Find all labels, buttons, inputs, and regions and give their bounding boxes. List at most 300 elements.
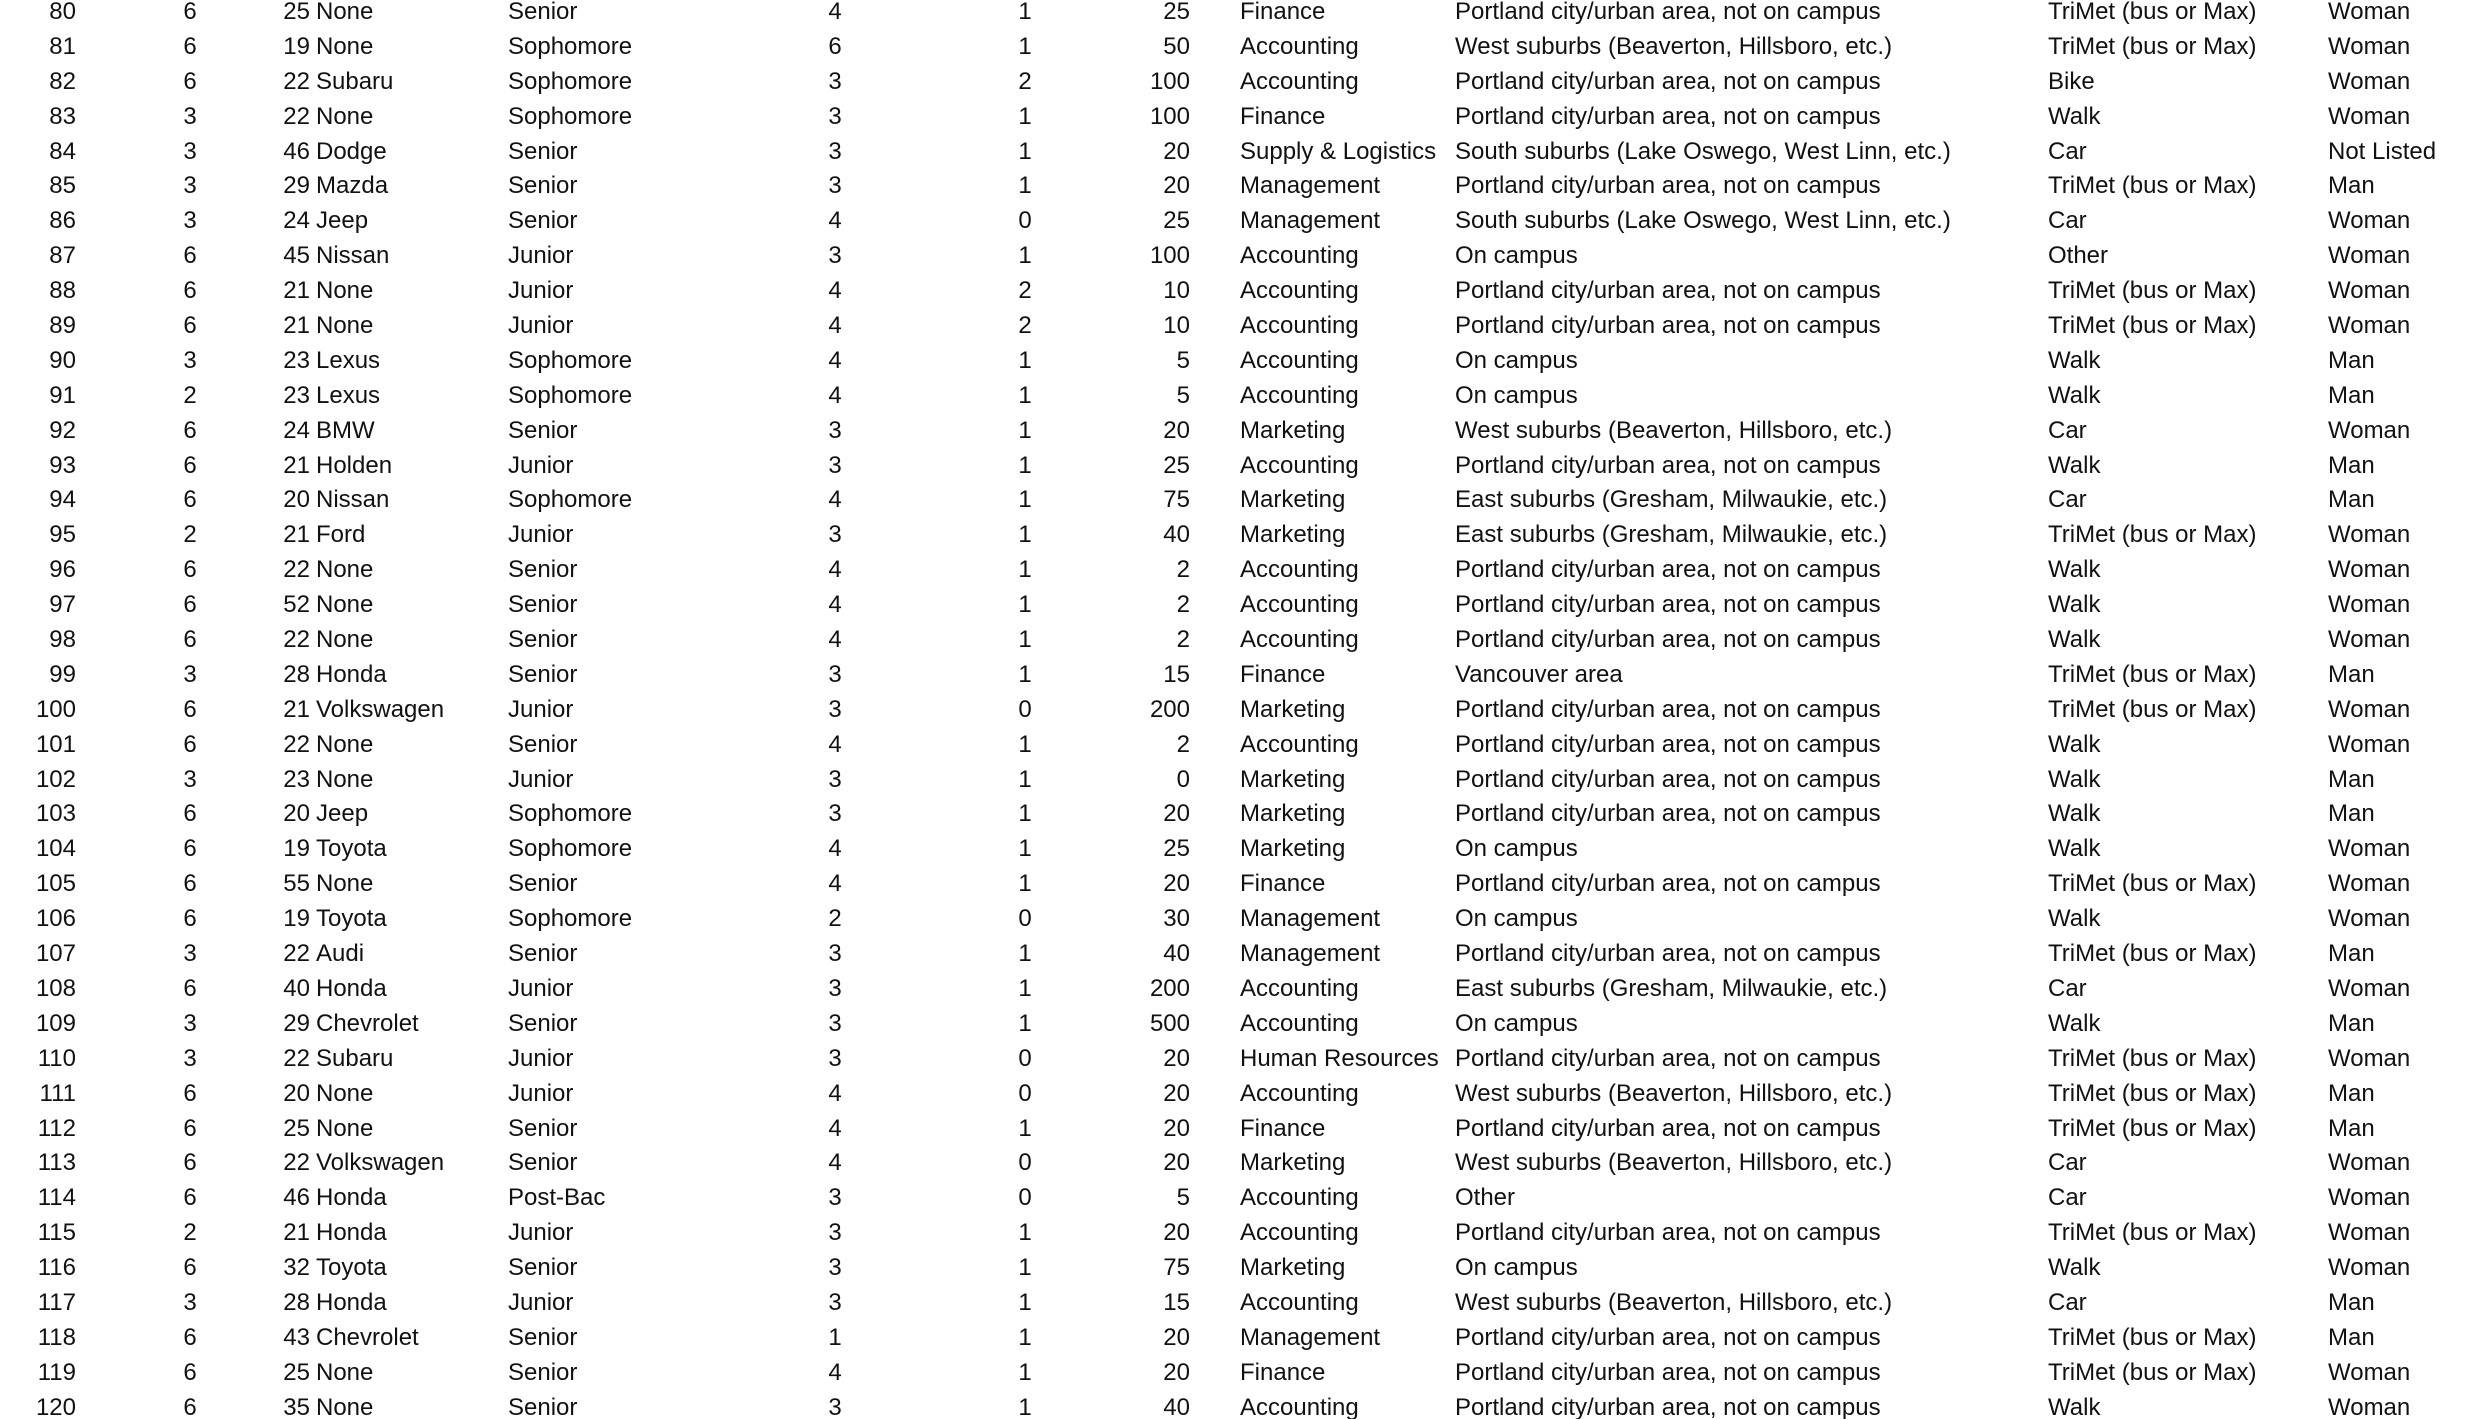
cell-gender[interactable]: Woman [2328,1393,2411,1419]
cell-amount[interactable]: 100 [1149,242,1190,270]
cell-col-b[interactable]: 6 [183,626,197,654]
cell-amount[interactable]: 20 [1163,800,1190,828]
cell-year[interactable]: Senior [508,1323,578,1351]
cell-location[interactable]: Portland city/urban area, not on campus [1455,940,1881,968]
cell-col-g[interactable]: 1 [1018,1254,1032,1282]
cell-year[interactable]: Sophomore [508,381,633,409]
cell-age[interactable]: 35 [283,1393,310,1419]
cell-major[interactable]: Accounting [1240,1288,1359,1316]
cell-gender[interactable]: Woman [2328,207,2411,235]
cell-col-b[interactable]: 2 [183,381,197,409]
cell-col-b[interactable]: 3 [183,172,197,200]
cell-age[interactable]: 22 [283,67,310,95]
cell-age[interactable]: 25 [283,1114,310,1142]
cell-id[interactable]: 96 [49,556,76,584]
cell-car[interactable]: Jeep [316,207,369,235]
cell-location[interactable]: Portland city/urban area, not on campus [1455,172,1881,200]
cell-col-f[interactable]: 3 [828,172,842,200]
cell-col-f[interactable]: 3 [828,940,842,968]
cell-location[interactable]: West suburbs (Beaverton, Hillsboro, etc.) [1455,1288,1893,1316]
cell-col-g[interactable]: 0 [1018,905,1032,933]
cell-col-f[interactable]: 4 [828,207,842,235]
cell-year[interactable]: Sophomore [508,486,633,514]
cell-gender[interactable]: Woman [2328,626,2411,654]
cell-col-b[interactable]: 6 [183,32,197,60]
cell-gender[interactable]: Woman [2328,67,2411,95]
cell-year[interactable]: Junior [508,765,574,793]
cell-location[interactable]: On campus [1455,381,1578,409]
cell-location[interactable]: Portland city/urban area, not on campus [1455,870,1881,898]
cell-car[interactable]: Nissan [316,242,390,270]
cell-transport[interactable]: Car [2048,486,2087,514]
cell-age[interactable]: 20 [283,1079,310,1107]
cell-col-b[interactable]: 6 [183,974,197,1002]
cell-col-g[interactable]: 1 [1018,381,1032,409]
cell-id[interactable]: 86 [49,207,76,235]
cell-location[interactable]: Portland city/urban area, not on campus [1455,626,1881,654]
cell-col-g[interactable]: 1 [1018,1393,1032,1419]
cell-age[interactable]: 23 [283,765,310,793]
cell-id[interactable]: 108 [35,974,76,1002]
cell-car[interactable]: Honda [316,660,387,688]
cell-location[interactable]: Portland city/urban area, not on campus [1455,695,1881,723]
cell-col-b[interactable]: 6 [183,695,197,723]
cell-major[interactable]: Marketing [1240,800,1346,828]
cell-col-b[interactable]: 6 [183,242,197,270]
cell-car[interactable]: None [316,32,374,60]
cell-col-f[interactable]: 3 [828,695,842,723]
cell-gender[interactable]: Man [2328,765,2375,793]
cell-gender[interactable]: Man [2328,1114,2375,1142]
cell-amount[interactable]: 25 [1163,0,1190,25]
cell-transport[interactable]: Bike [2048,67,2095,95]
cell-amount[interactable]: 40 [1163,521,1190,549]
cell-amount[interactable]: 30 [1163,905,1190,933]
cell-gender[interactable]: Woman [2328,1149,2411,1177]
cell-gender[interactable]: Man [2328,1079,2375,1107]
cell-car[interactable]: Dodge [316,137,387,165]
cell-age[interactable]: 23 [283,346,310,374]
cell-col-g[interactable]: 0 [1018,1184,1032,1212]
cell-amount[interactable]: 15 [1163,660,1190,688]
cell-col-g[interactable]: 1 [1018,1219,1032,1247]
cell-col-f[interactable]: 6 [828,32,842,60]
cell-major[interactable]: Human Resources [1240,1044,1439,1072]
cell-transport[interactable]: Walk [2048,556,2101,584]
cell-age[interactable]: 21 [283,521,310,549]
cell-transport[interactable]: Walk [2048,381,2101,409]
cell-car[interactable]: None [316,277,374,305]
cell-transport[interactable]: Walk [2048,102,2101,130]
cell-amount[interactable]: 20 [1163,172,1190,200]
cell-car[interactable]: Mazda [316,172,389,200]
cell-location[interactable]: West suburbs (Beaverton, Hillsboro, etc.) [1455,1079,1893,1107]
cell-amount[interactable]: 200 [1149,974,1190,1002]
cell-major[interactable]: Finance [1240,0,1326,25]
cell-amount[interactable]: 15 [1163,1288,1190,1316]
cell-car[interactable]: None [316,626,374,654]
cell-age[interactable]: 22 [283,626,310,654]
cell-age[interactable]: 24 [283,416,310,444]
cell-col-g[interactable]: 1 [1018,870,1032,898]
cell-amount[interactable]: 0 [1176,765,1190,793]
cell-col-f[interactable]: 4 [828,0,842,25]
cell-id[interactable]: 101 [35,730,76,758]
cell-gender[interactable]: Man [2328,486,2375,514]
cell-car[interactable]: Toyota [316,835,387,863]
cell-year[interactable]: Junior [508,521,574,549]
cell-major[interactable]: Marketing [1240,695,1346,723]
cell-id[interactable]: 85 [49,172,76,200]
cell-col-f[interactable]: 4 [828,312,842,340]
cell-age[interactable]: 43 [283,1323,310,1351]
cell-major[interactable]: Management [1240,172,1381,200]
cell-year[interactable]: Senior [508,1358,578,1386]
cell-id[interactable]: 113 [37,1149,76,1177]
cell-transport[interactable]: Walk [2048,451,2101,479]
cell-year[interactable]: Senior [508,137,578,165]
cell-transport[interactable]: Car [2048,137,2087,165]
cell-gender[interactable]: Man [2328,1288,2375,1316]
cell-major[interactable]: Finance [1240,870,1326,898]
cell-col-b[interactable]: 3 [183,1009,197,1037]
cell-major[interactable]: Accounting [1240,312,1359,340]
cell-car[interactable]: None [316,591,374,619]
cell-major[interactable]: Accounting [1240,32,1359,60]
cell-amount[interactable]: 100 [1149,102,1190,130]
cell-age[interactable]: 23 [283,381,310,409]
cell-year[interactable]: Junior [508,1288,574,1316]
cell-year[interactable]: Senior [508,660,578,688]
cell-transport[interactable]: Walk [2048,800,2101,828]
cell-amount[interactable]: 20 [1163,1323,1190,1351]
cell-transport[interactable]: Car [2048,1288,2087,1316]
cell-col-f[interactable]: 4 [828,1114,842,1142]
cell-id[interactable]: 87 [49,242,76,270]
cell-transport[interactable]: Walk [2048,346,2101,374]
cell-car[interactable]: None [316,102,374,130]
cell-col-b[interactable]: 6 [183,1358,197,1386]
cell-age[interactable]: 19 [283,32,310,60]
cell-amount[interactable]: 2 [1176,730,1190,758]
cell-col-f[interactable]: 3 [828,800,842,828]
cell-col-g[interactable]: 1 [1018,660,1032,688]
cell-amount[interactable]: 20 [1163,1044,1190,1072]
cell-col-g[interactable]: 1 [1018,0,1032,25]
cell-col-f[interactable]: 3 [828,67,842,95]
cell-gender[interactable]: Man [2328,381,2375,409]
cell-age[interactable]: 21 [283,277,310,305]
cell-car[interactable]: None [316,556,374,584]
cell-age[interactable]: 22 [283,1044,310,1072]
cell-col-g[interactable]: 1 [1018,521,1032,549]
cell-location[interactable]: On campus [1455,1009,1578,1037]
cell-col-b[interactable]: 6 [183,556,197,584]
cell-amount[interactable]: 20 [1163,416,1190,444]
cell-year[interactable]: Senior [508,172,578,200]
cell-col-f[interactable]: 4 [828,1149,842,1177]
cell-location[interactable]: Portland city/urban area, not on campus [1455,556,1881,584]
cell-id[interactable]: 95 [49,521,76,549]
cell-year[interactable]: Senior [508,1254,578,1282]
cell-amount[interactable]: 40 [1163,1393,1190,1419]
cell-col-b[interactable]: 6 [183,312,197,340]
cell-col-f[interactable]: 4 [828,277,842,305]
cell-year[interactable]: Senior [508,207,578,235]
cell-major[interactable]: Accounting [1240,67,1359,95]
cell-year[interactable]: Junior [508,695,574,723]
cell-location[interactable]: East suburbs (Gresham, Milwaukie, etc.) [1455,521,1888,549]
cell-col-b[interactable]: 3 [183,1044,197,1072]
cell-transport[interactable]: Walk [2048,591,2101,619]
cell-major[interactable]: Accounting [1240,556,1359,584]
cell-col-f[interactable]: 3 [828,521,842,549]
cell-age[interactable]: 40 [283,974,310,1002]
cell-major[interactable]: Finance [1240,102,1326,130]
cell-year[interactable]: Junior [508,974,574,1002]
cell-col-g[interactable]: 2 [1018,312,1032,340]
cell-col-g[interactable]: 1 [1018,1288,1032,1316]
cell-col-b[interactable]: 3 [183,1288,197,1316]
cell-major[interactable]: Accounting [1240,626,1359,654]
cell-gender[interactable]: Woman [2328,521,2411,549]
cell-age[interactable]: 22 [283,730,310,758]
cell-id[interactable]: 92 [49,416,76,444]
cell-gender[interactable]: Woman [2328,416,2411,444]
cell-major[interactable]: Accounting [1240,242,1359,270]
cell-transport[interactable]: TriMet (bus or Max) [2048,0,2257,25]
cell-car[interactable]: BMW [316,416,375,444]
cell-col-b[interactable]: 3 [183,137,197,165]
cell-major[interactable]: Management [1240,1323,1381,1351]
cell-col-b[interactable]: 6 [183,451,197,479]
cell-year[interactable]: Sophomore [508,102,633,130]
cell-id[interactable]: 119 [37,1358,76,1386]
cell-gender[interactable]: Woman [2328,905,2411,933]
cell-location[interactable]: West suburbs (Beaverton, Hillsboro, etc.) [1455,416,1893,444]
cell-year[interactable]: Junior [508,1079,574,1107]
cell-car[interactable]: Lexus [316,346,381,374]
cell-transport[interactable]: Walk [2048,905,2101,933]
cell-amount[interactable]: 100 [1149,67,1190,95]
cell-location[interactable]: Portland city/urban area, not on campus [1455,765,1881,793]
cell-col-b[interactable]: 6 [183,1393,197,1419]
cell-col-g[interactable]: 1 [1018,346,1032,374]
cell-transport[interactable]: TriMet (bus or Max) [2048,1079,2257,1107]
cell-car[interactable]: Toyota [316,905,387,933]
cell-col-g[interactable]: 1 [1018,835,1032,863]
cell-col-g[interactable]: 0 [1018,695,1032,723]
cell-major[interactable]: Marketing [1240,521,1346,549]
cell-col-g[interactable]: 1 [1018,102,1032,130]
cell-transport[interactable]: Walk [2048,835,2101,863]
cell-car[interactable]: Subaru [316,1044,394,1072]
cell-age[interactable]: 19 [283,835,310,863]
cell-gender[interactable]: Woman [2328,974,2411,1002]
cell-col-f[interactable]: 3 [828,1288,842,1316]
cell-year[interactable]: Junior [508,242,574,270]
cell-year[interactable]: Junior [508,277,574,305]
cell-id[interactable]: 98 [49,626,76,654]
cell-gender[interactable]: Woman [2328,835,2411,863]
cell-car[interactable]: Volkswagen [316,695,445,723]
cell-major[interactable]: Finance [1240,1358,1326,1386]
cell-location[interactable]: On campus [1455,346,1578,374]
cell-transport[interactable]: TriMet (bus or Max) [2048,521,2257,549]
cell-amount[interactable]: 20 [1163,1219,1190,1247]
cell-gender[interactable]: Woman [2328,277,2411,305]
cell-amount[interactable]: 5 [1176,381,1190,409]
cell-id[interactable]: 91 [49,381,76,409]
cell-age[interactable]: 21 [283,451,310,479]
cell-id[interactable]: 114 [37,1184,76,1212]
cell-id[interactable]: 106 [35,905,76,933]
cell-col-g[interactable]: 1 [1018,486,1032,514]
cell-gender[interactable]: Man [2328,1009,2375,1037]
cell-gender[interactable]: Woman [2328,730,2411,758]
cell-amount[interactable]: 2 [1176,626,1190,654]
cell-transport[interactable]: Car [2048,207,2087,235]
cell-gender[interactable]: Man [2328,172,2375,200]
cell-car[interactable]: None [316,1114,374,1142]
cell-gender[interactable]: Woman [2328,556,2411,584]
cell-year[interactable]: Junior [508,1219,574,1247]
cell-id[interactable]: 111 [39,1079,76,1107]
cell-car[interactable]: Chevrolet [316,1323,419,1351]
cell-age[interactable]: 25 [283,1358,310,1386]
cell-major[interactable]: Accounting [1240,1184,1359,1212]
cell-car[interactable]: Jeep [316,800,369,828]
cell-col-b[interactable]: 6 [183,1323,197,1351]
cell-col-g[interactable]: 1 [1018,974,1032,1002]
cell-year[interactable]: Senior [508,556,578,584]
cell-car[interactable]: Toyota [316,1254,387,1282]
cell-year[interactable]: Sophomore [508,835,633,863]
cell-location[interactable]: Portland city/urban area, not on campus [1455,730,1881,758]
cell-id[interactable]: 116 [37,1254,76,1282]
cell-year[interactable]: Senior [508,626,578,654]
cell-col-f[interactable]: 3 [828,1393,842,1419]
cell-location[interactable]: East suburbs (Gresham, Milwaukie, etc.) [1455,974,1888,1002]
cell-transport[interactable]: TriMet (bus or Max) [2048,277,2257,305]
cell-col-f[interactable]: 4 [828,346,842,374]
cell-col-g[interactable]: 1 [1018,556,1032,584]
cell-location[interactable]: Portland city/urban area, not on campus [1455,277,1881,305]
cell-col-b[interactable]: 6 [183,591,197,619]
cell-id[interactable]: 81 [49,32,76,60]
cell-col-b[interactable]: 2 [183,521,197,549]
cell-major[interactable]: Accounting [1240,591,1359,619]
cell-id[interactable]: 102 [35,765,76,793]
cell-transport[interactable]: Car [2048,974,2087,1002]
cell-id[interactable]: 109 [35,1009,76,1037]
cell-transport[interactable]: Walk [2048,1254,2101,1282]
cell-year[interactable]: Senior [508,591,578,619]
cell-amount[interactable]: 20 [1163,870,1190,898]
cell-id[interactable]: 107 [35,940,76,968]
cell-col-b[interactable]: 6 [183,730,197,758]
cell-location[interactable]: Portland city/urban area, not on campus [1455,1393,1881,1419]
cell-major[interactable]: Accounting [1240,1009,1359,1037]
cell-year[interactable]: Junior [508,312,574,340]
cell-transport[interactable]: TriMet (bus or Max) [2048,32,2257,60]
cell-location[interactable]: Portland city/urban area, not on campus [1455,1044,1881,1072]
cell-col-f[interactable]: 4 [828,626,842,654]
cell-location[interactable]: Portland city/urban area, not on campus [1455,451,1881,479]
cell-gender[interactable]: Not Listed [2328,137,2437,165]
cell-id[interactable]: 115 [37,1219,76,1247]
cell-col-g[interactable]: 1 [1018,451,1032,479]
cell-car[interactable]: Volkswagen [316,1149,445,1177]
cell-gender[interactable]: Woman [2328,102,2411,130]
cell-transport[interactable]: TriMet (bus or Max) [2048,1044,2257,1072]
cell-col-g[interactable]: 1 [1018,137,1032,165]
cell-col-f[interactable]: 1 [828,1323,842,1351]
cell-id[interactable]: 90 [49,346,76,374]
cell-car[interactable]: Honda [316,1219,387,1247]
cell-age[interactable]: 45 [283,242,310,270]
cell-amount[interactable]: 5 [1176,1184,1190,1212]
cell-major[interactable]: Marketing [1240,835,1346,863]
cell-gender[interactable]: Woman [2328,1044,2411,1072]
cell-col-g[interactable]: 0 [1018,1044,1032,1072]
cell-location[interactable]: Portland city/urban area, not on campus [1455,591,1881,619]
cell-transport[interactable]: Car [2048,416,2087,444]
cell-major[interactable]: Accounting [1240,1393,1359,1419]
cell-age[interactable]: 25 [283,0,310,25]
cell-gender[interactable]: Woman [2328,591,2411,619]
cell-col-f[interactable]: 3 [828,1009,842,1037]
cell-amount[interactable]: 10 [1163,312,1190,340]
cell-amount[interactable]: 25 [1163,835,1190,863]
cell-col-f[interactable]: 3 [828,416,842,444]
cell-transport[interactable]: Walk [2048,1393,2101,1419]
cell-year[interactable]: Senior [508,416,578,444]
cell-year[interactable]: Senior [508,870,578,898]
cell-id[interactable]: 82 [49,67,76,95]
cell-year[interactable]: Sophomore [508,905,633,933]
cell-col-g[interactable]: 2 [1018,277,1032,305]
cell-location[interactable]: On campus [1455,905,1578,933]
cell-gender[interactable]: Man [2328,1323,2375,1351]
cell-col-f[interactable]: 2 [828,905,842,933]
cell-col-b[interactable]: 6 [183,1184,197,1212]
cell-col-f[interactable]: 3 [828,242,842,270]
cell-transport[interactable]: Walk [2048,765,2101,793]
cell-location[interactable]: Portland city/urban area, not on campus [1455,1219,1881,1247]
cell-age[interactable]: 24 [283,207,310,235]
cell-col-g[interactable]: 0 [1018,1149,1032,1177]
cell-year[interactable]: Senior [508,1114,578,1142]
cell-year[interactable]: Senior [508,1009,578,1037]
cell-age[interactable]: 20 [283,800,310,828]
cell-car[interactable]: Subaru [316,67,394,95]
cell-age[interactable]: 52 [283,591,310,619]
cell-car[interactable]: Nissan [316,486,390,514]
cell-col-f[interactable]: 3 [828,102,842,130]
cell-age[interactable]: 22 [283,102,310,130]
cell-col-f[interactable]: 3 [828,660,842,688]
cell-location[interactable]: Portland city/urban area, not on campus [1455,312,1881,340]
cell-col-b[interactable]: 6 [183,0,197,25]
cell-id[interactable]: 100 [35,695,76,723]
cell-col-f[interactable]: 3 [828,1044,842,1072]
cell-age[interactable]: 22 [283,556,310,584]
cell-col-g[interactable]: 1 [1018,1323,1032,1351]
cell-col-g[interactable]: 1 [1018,1009,1032,1037]
cell-year[interactable]: Senior [508,0,578,25]
cell-major[interactable]: Accounting [1240,381,1359,409]
